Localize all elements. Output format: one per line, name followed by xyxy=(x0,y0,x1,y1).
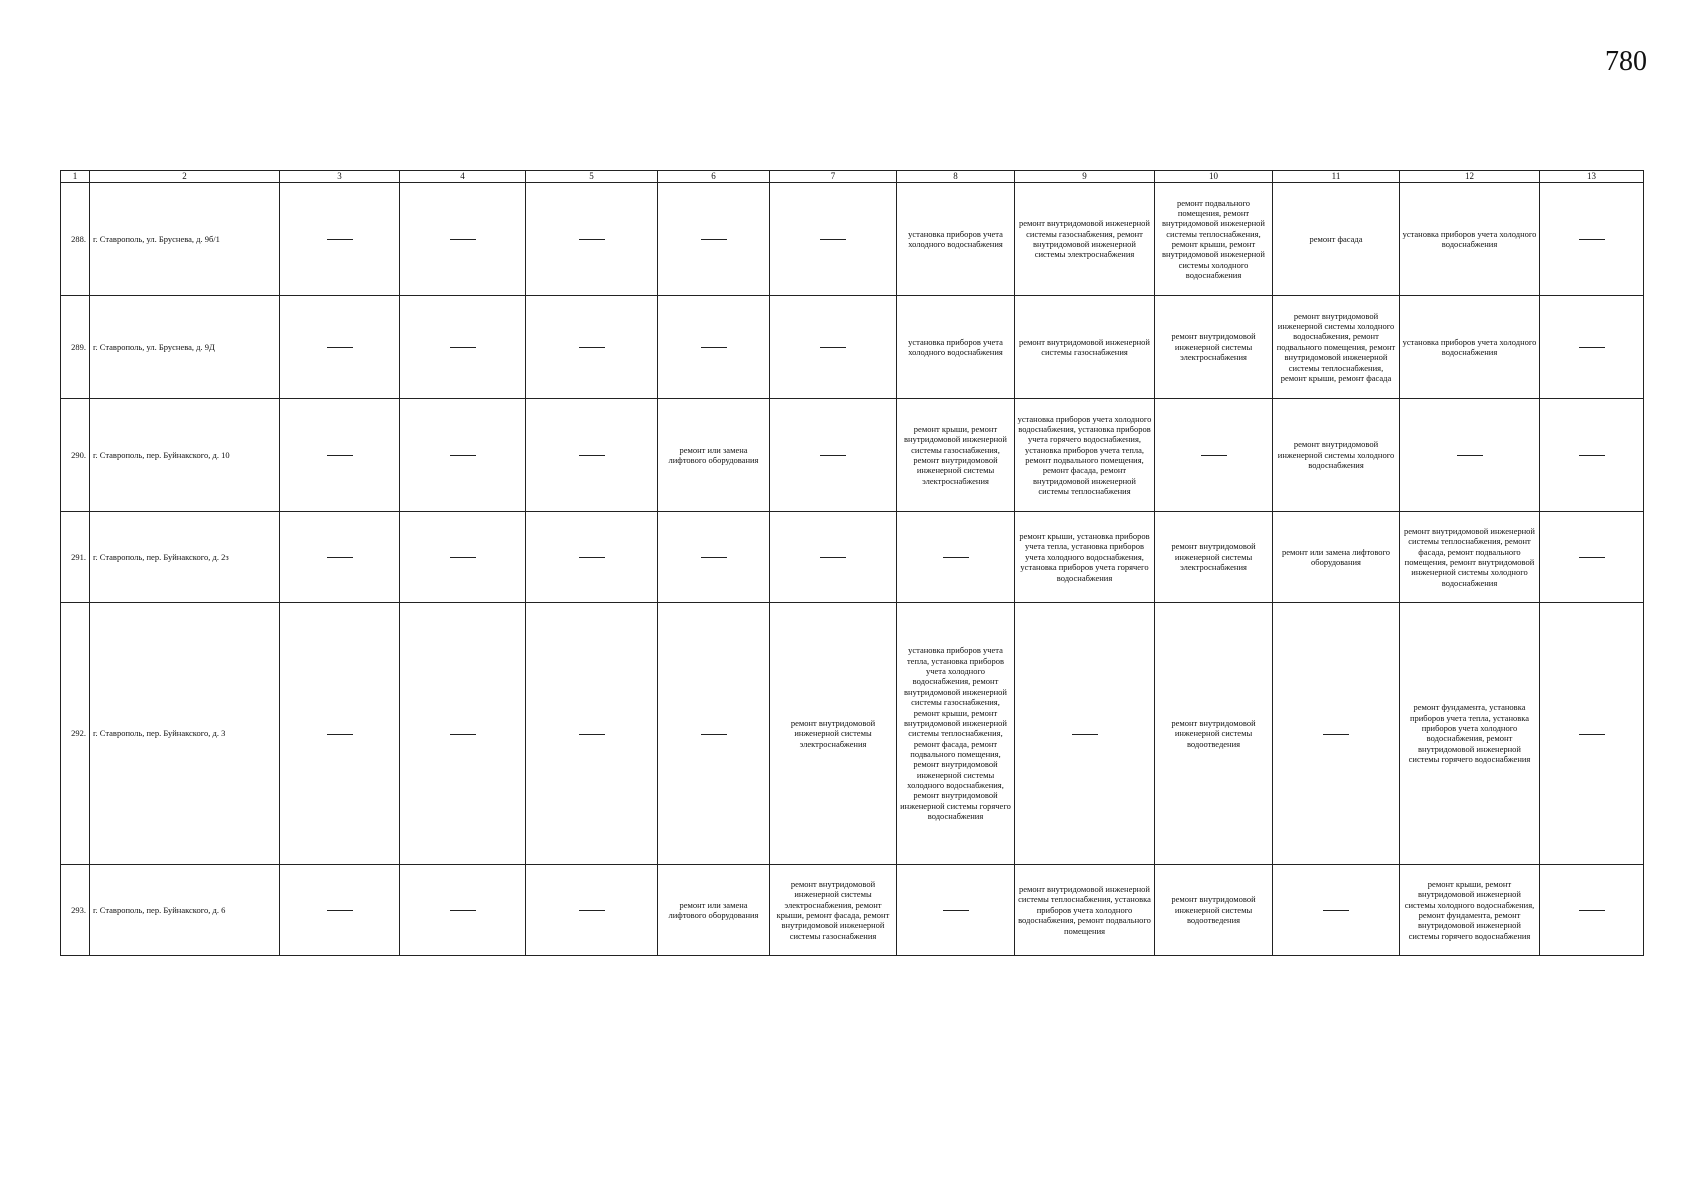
empty-dash-cell xyxy=(1273,864,1400,955)
row-number: 291. xyxy=(61,511,90,602)
empty-dash-cell xyxy=(280,182,400,295)
empty-dash-cell xyxy=(897,511,1015,602)
table-row xyxy=(61,864,1644,955)
column-header-11: 11 xyxy=(1273,171,1400,183)
dash-mark xyxy=(1323,734,1349,735)
dash-mark xyxy=(820,347,846,348)
dash-mark xyxy=(327,734,353,735)
empty-dash-cell xyxy=(658,602,770,864)
row-number: 290. xyxy=(61,398,90,511)
dash-mark xyxy=(1579,734,1605,735)
empty-dash-cell xyxy=(280,602,400,864)
dash-mark xyxy=(1579,347,1605,348)
work-type-cell: ремонт внутридомовой инженерной системы теплоснабжения, ремонт фасада, ремонт подвального помещения, ремонт внутридомовой инженерной системы холодного водоснабжения xyxy=(1400,511,1540,602)
column-number-header-row xyxy=(61,171,1644,183)
empty-dash-cell xyxy=(400,864,526,955)
empty-dash-cell xyxy=(1540,602,1644,864)
dash-mark xyxy=(820,239,846,240)
dash-mark xyxy=(701,347,727,348)
dash-mark xyxy=(450,910,476,911)
dash-mark xyxy=(1579,455,1605,456)
work-type-cell: ремонт фундамента, установка приборов учета тепла, установка приборов учета холодного водоснабжения, ремонт внутридомовой инженерной системы горячего водоснабжения xyxy=(1400,602,1540,864)
empty-dash-cell xyxy=(1155,398,1273,511)
work-type-cell: ремонт внутридомовой инженерной системы электроснабжения, ремонт крыши, ремонт фасада, ремонт внутридомовой инженерной системы газоснабжения xyxy=(770,864,897,955)
dash-mark xyxy=(943,910,969,911)
work-type-cell: ремонт внутридомовой инженерной системы водоотведения xyxy=(1155,602,1273,864)
dash-mark xyxy=(327,910,353,911)
dash-mark xyxy=(327,557,353,558)
dash-mark xyxy=(701,734,727,735)
dash-mark xyxy=(327,455,353,456)
dash-mark xyxy=(450,239,476,240)
empty-dash-cell xyxy=(526,602,658,864)
work-type-cell: установка приборов учета холодного водоснабжения, установка приборов учета горячего водоснабжения, установка приборов учета тепла, ремонт подвального помещения, ремонт фасада, ремонт внутридомовой инженерной системы теплоснабжения xyxy=(1015,398,1155,511)
work-type-cell: ремонт крыши, установка приборов учета тепла, установка приборов учета холодного водоснабжения, установка приборов учета горячего водоснабжения xyxy=(1015,511,1155,602)
address-cell: г. Ставрополь, ул. Бруснева, д. 9Д xyxy=(90,295,280,398)
empty-dash-cell xyxy=(1540,398,1644,511)
dash-mark xyxy=(579,347,605,348)
column-header-6: 6 xyxy=(658,171,770,183)
empty-dash-cell xyxy=(280,511,400,602)
address-cell: г. Ставрополь, пер. Буйнакского, д. 2з xyxy=(90,511,280,602)
work-type-cell: ремонт внутридомовой инженерной системы электроснабжения xyxy=(770,602,897,864)
dash-mark xyxy=(1323,910,1349,911)
empty-dash-cell xyxy=(770,511,897,602)
dash-mark xyxy=(820,455,846,456)
dash-mark xyxy=(450,455,476,456)
work-type-cell: ремонт внутридомовой инженерной системы холодного водоснабжения, ремонт подвального помещения, ремонт внутридомовой инженерной системы теплоснабжения, ремонт крыши, ремонт фасада xyxy=(1273,295,1400,398)
dash-mark xyxy=(327,239,353,240)
work-type-cell: ремонт крыши, ремонт внутридомовой инженерной системы газоснабжения, ремонт внутридомовой инженерной системы электроснабжения xyxy=(897,398,1015,511)
empty-dash-cell xyxy=(1540,511,1644,602)
address-cell: г. Ставрополь, пер. Буйнакского, д. 3 xyxy=(90,602,280,864)
work-type-cell: ремонт внутридомовой инженерной системы теплоснабжения, установка приборов учета холодного водоснабжения, ремонт подвального помещения xyxy=(1015,864,1155,955)
column-header-13: 13 xyxy=(1540,171,1644,183)
empty-dash-cell xyxy=(1273,602,1400,864)
dash-mark xyxy=(450,557,476,558)
empty-dash-cell xyxy=(526,398,658,511)
table-row xyxy=(61,295,1644,398)
dash-mark xyxy=(1072,734,1098,735)
work-type-cell: ремонт внутридомовой инженерной системы электроснабжения xyxy=(1155,511,1273,602)
column-header-8: 8 xyxy=(897,171,1015,183)
page-number: 780 xyxy=(1605,46,1647,77)
work-type-cell: ремонт внутридомовой инженерной системы водоотведения xyxy=(1155,864,1273,955)
dash-mark xyxy=(1457,455,1483,456)
column-header-12: 12 xyxy=(1400,171,1540,183)
work-type-cell: ремонт подвального помещения, ремонт внутридомовой инженерной системы теплоснабжения, ремонт крыши, ремонт внутридомовой инженерной системы холодного водоснабжения xyxy=(1155,182,1273,295)
work-type-cell: установка приборов учета холодного водоснабжения xyxy=(1400,182,1540,295)
empty-dash-cell xyxy=(400,398,526,511)
row-number: 288. xyxy=(61,182,90,295)
dash-mark xyxy=(579,455,605,456)
work-type-cell: ремонт или замена лифтового оборудования xyxy=(658,864,770,955)
column-header-9: 9 xyxy=(1015,171,1155,183)
dash-mark xyxy=(579,910,605,911)
work-type-cell: установка приборов учета холодного водоснабжения xyxy=(897,182,1015,295)
empty-dash-cell xyxy=(1540,864,1644,955)
address-cell: г. Ставрополь, пер. Буйнакского, д. 10 xyxy=(90,398,280,511)
empty-dash-cell xyxy=(400,295,526,398)
empty-dash-cell xyxy=(400,182,526,295)
dash-mark xyxy=(327,347,353,348)
address-cell: г. Ставрополь, ул. Бруснева, д. 9б/1 xyxy=(90,182,280,295)
dash-mark xyxy=(1579,557,1605,558)
empty-dash-cell xyxy=(526,295,658,398)
work-type-cell: ремонт внутридомовой инженерной системы газоснабжения xyxy=(1015,295,1155,398)
dash-mark xyxy=(701,557,727,558)
dash-mark xyxy=(1579,239,1605,240)
empty-dash-cell xyxy=(280,295,400,398)
column-header-7: 7 xyxy=(770,171,897,183)
empty-dash-cell xyxy=(1015,602,1155,864)
work-type-cell: ремонт крыши, ремонт внутридомовой инженерной системы холодного водоснабжения, ремонт фундамента, ремонт внутридомовой инженерной системы горячего водоснабжения xyxy=(1400,864,1540,955)
table-row xyxy=(61,602,1644,864)
empty-dash-cell xyxy=(400,511,526,602)
repair-schedule-table xyxy=(60,170,1644,956)
dash-mark xyxy=(820,557,846,558)
dash-mark xyxy=(579,734,605,735)
empty-dash-cell xyxy=(526,864,658,955)
empty-dash-cell xyxy=(658,182,770,295)
empty-dash-cell xyxy=(280,864,400,955)
work-type-cell: ремонт фасада xyxy=(1273,182,1400,295)
work-type-cell: установка приборов учета холодного водоснабжения xyxy=(897,295,1015,398)
work-type-cell: установка приборов учета холодного водоснабжения xyxy=(1400,295,1540,398)
dash-mark xyxy=(943,557,969,558)
dash-mark xyxy=(450,734,476,735)
empty-dash-cell xyxy=(770,182,897,295)
table-row xyxy=(61,511,1644,602)
dash-mark xyxy=(701,239,727,240)
empty-dash-cell xyxy=(280,398,400,511)
dash-mark xyxy=(1579,910,1605,911)
empty-dash-cell xyxy=(526,511,658,602)
column-header-3: 3 xyxy=(280,171,400,183)
empty-dash-cell xyxy=(658,295,770,398)
empty-dash-cell xyxy=(400,602,526,864)
column-header-4: 4 xyxy=(400,171,526,183)
empty-dash-cell xyxy=(1540,182,1644,295)
column-header-10: 10 xyxy=(1155,171,1273,183)
address-cell: г. Ставрополь, пер. Буйнакского, д. 6 xyxy=(90,864,280,955)
work-type-cell: ремонт внутридомовой инженерной системы электроснабжения xyxy=(1155,295,1273,398)
column-header-2: 2 xyxy=(90,171,280,183)
row-number: 292. xyxy=(61,602,90,864)
empty-dash-cell xyxy=(526,182,658,295)
dash-mark xyxy=(1201,455,1227,456)
work-type-cell: ремонт или замена лифтового оборудования xyxy=(1273,511,1400,602)
empty-dash-cell xyxy=(897,864,1015,955)
empty-dash-cell xyxy=(1400,398,1540,511)
work-type-cell: установка приборов учета тепла, установка приборов учета холодного водоснабжения, ремонт внутридомовой инженерной системы газоснабжения, ремонт крыши, ремонт внутридомовой инженерной системы теплоснабжения, ремонт фасада, ремонт подвального помещения, ремонт внутридомовой инженерной системы холодного водоснабжения, ремонт внутридомовой инженерной системы горячего водоснабжения xyxy=(897,602,1015,864)
dash-mark xyxy=(579,239,605,240)
table-row xyxy=(61,182,1644,295)
work-type-cell: ремонт внутридомовой инженерной системы холодного водоснабжения xyxy=(1273,398,1400,511)
column-header-1: 1 xyxy=(61,171,90,183)
work-type-cell: ремонт внутридомовой инженерной системы газоснабжения, ремонт внутридомовой инженерной системы электроснабжения xyxy=(1015,182,1155,295)
dash-mark xyxy=(450,347,476,348)
row-number: 289. xyxy=(61,295,90,398)
row-number: 293. xyxy=(61,864,90,955)
empty-dash-cell xyxy=(770,295,897,398)
work-type-cell: ремонт или замена лифтового оборудования xyxy=(658,398,770,511)
dash-mark xyxy=(579,557,605,558)
empty-dash-cell xyxy=(658,511,770,602)
empty-dash-cell xyxy=(1540,295,1644,398)
column-header-5: 5 xyxy=(526,171,658,183)
table-row xyxy=(61,398,1644,511)
empty-dash-cell xyxy=(770,398,897,511)
